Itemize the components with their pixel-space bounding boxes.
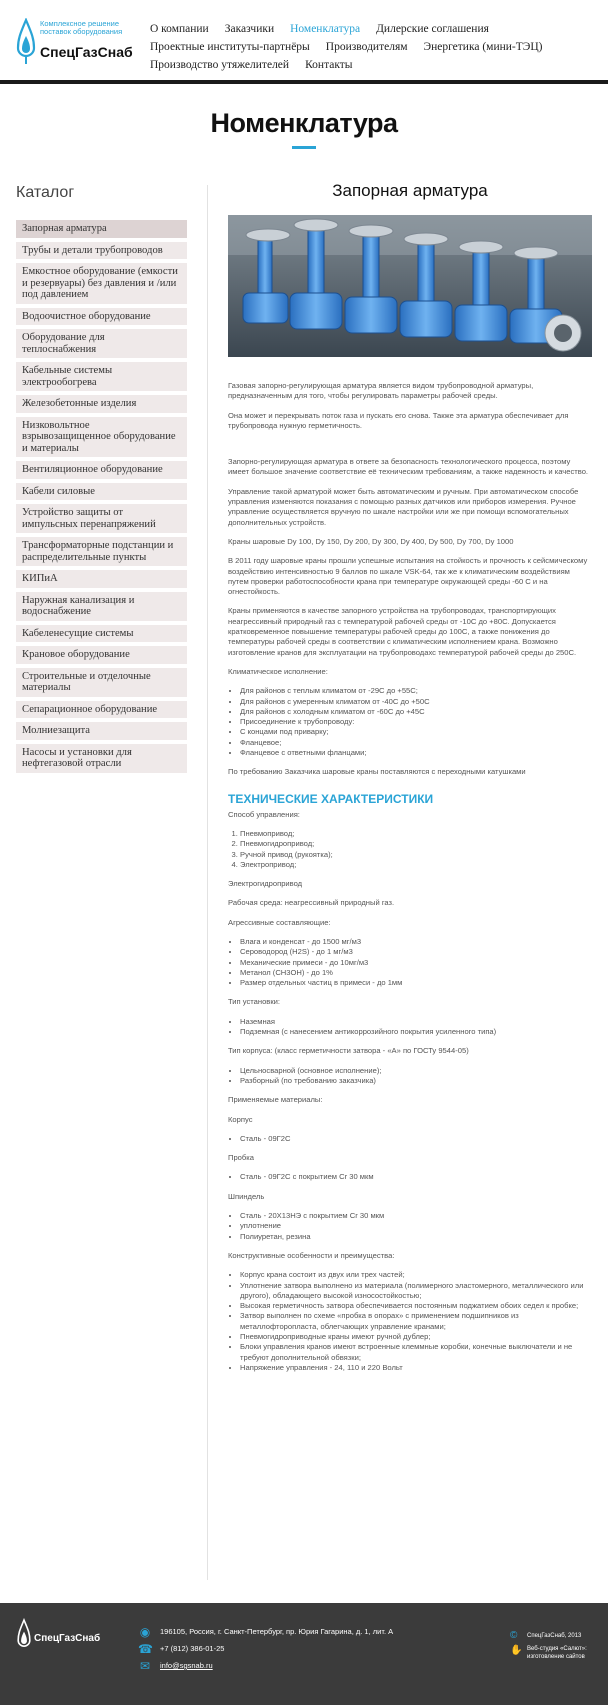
sidebar-item[interactable]: Кабели силовые xyxy=(16,483,187,501)
sidebar-item[interactable]: Оборудование для теплоснабжения xyxy=(16,329,187,358)
section-title: Запорная арматура xyxy=(332,181,488,200)
control-label: Способ управления: xyxy=(228,809,300,819)
para-9: Электрогидропривод xyxy=(228,879,303,889)
sidebar-item[interactable]: Трансформаторные подстанции и распределительные пункты xyxy=(16,537,187,566)
sidebar-item[interactable]: Молниезащита xyxy=(16,722,187,740)
sidebar-item[interactable]: Водоочистное оборудование xyxy=(16,308,187,326)
footer-address: 196105, Россия, г. Санкт-Петербург, пр. Юрия Гагарина, д. 1, лит. А xyxy=(160,1627,394,1636)
footer-logo-name[interactable]: СпецГазСнаб xyxy=(34,1633,101,1644)
nav-item[interactable]: О компании xyxy=(150,23,209,35)
shpindel-label: Шпиндель xyxy=(228,1191,265,1201)
install-list xyxy=(228,1017,592,1038)
nav-item[interactable]: Производителям xyxy=(325,41,408,53)
sidebar-item[interactable]: Кабеленесущие системы xyxy=(16,625,187,643)
sidebar-item[interactable]: Запорная арматура xyxy=(16,220,187,238)
list-item: • Пневмогидроприводные краны имеют ручной дублер; xyxy=(240,1332,592,1342)
sidebar-item[interactable]: Низковольтное взрывозащищенное оборудование и материалы xyxy=(16,417,187,458)
catalog-sidebar xyxy=(16,220,187,777)
list-item: • Сероводород (H2S) - до 1 мг/м3 xyxy=(240,947,592,957)
nav-item[interactable]: Производство утяжелителей xyxy=(150,59,290,71)
list-item: • Для районов с умеренным климатом от -40С до +50С xyxy=(240,697,592,707)
para-8: По требованию Заказчика шаровые краны поставляются с переходными катушками xyxy=(228,767,526,777)
list-item: • Фланцевое с ответными фланцами; xyxy=(240,748,592,758)
list-item: • Для районов с теплым климатом от -29С до +55С; xyxy=(240,686,592,696)
para-3: Запорно-регулирующая арматура в ответе за безопасность технологического процесса, поэтому имеет большое значение соответствие её техническим требованиям, а также надежность и качество. xyxy=(228,457,589,477)
title-underline xyxy=(292,146,316,149)
list-item: • Метанол (CH3OH) - до 1% xyxy=(240,968,592,978)
aggressive-label: Агрессивные составляющие: xyxy=(228,917,331,927)
sidebar-item[interactable]: Строительные и отделочные материалы xyxy=(16,668,187,697)
phone-icon: ☎ xyxy=(138,1642,153,1656)
logo-name: СпецГазСнаб xyxy=(40,44,133,60)
footer-phone[interactable]: +7 (812) 386-01-25 xyxy=(160,1644,225,1653)
list-item: • Уплотнение затвора выполнено из материала (полимерного эластомерного, металлического или другого), обладающего высокой износостойкостью; xyxy=(240,1281,592,1302)
main-nav xyxy=(150,20,590,74)
list-item: • Влага и конденсат - до 1500 мг/м3 xyxy=(240,937,592,947)
sidebar-item[interactable]: Железобетонные изделия xyxy=(16,395,187,413)
install-label: Тип установки: xyxy=(228,997,281,1007)
list-item: • Присоединение к трубопроводу: xyxy=(240,717,592,727)
footer-email[interactable]: info@sgsnab.ru xyxy=(160,1661,213,1670)
korpus-label: Корпус xyxy=(228,1114,253,1124)
list-item: 3. Ручной привод (рукоятка); xyxy=(240,850,592,860)
materials-label: Применяемые материалы: xyxy=(228,1095,323,1105)
list-item: • Фланцевое; xyxy=(240,738,592,748)
list-item: • Высокая герметичность затвора обеспечивается постоянным поджатием обоих седел к пробке; xyxy=(240,1301,592,1311)
nav-item[interactable]: Энергетика (мини-ТЭЦ) xyxy=(423,41,543,53)
aggressive-list xyxy=(228,937,592,988)
list-item: • Сталь - 20Х13НЭ с покрытием Cr 30 мкм xyxy=(240,1211,592,1221)
sidebar-item[interactable]: Вентиляционное оборудование xyxy=(16,461,187,479)
nav-item[interactable]: Дилерские соглашения xyxy=(376,23,489,35)
climate-list xyxy=(228,686,592,758)
studio-logo-icon: ✋ xyxy=(510,1645,523,1656)
footer-copyright: СпецГазСнаб, 2013 xyxy=(527,1633,582,1639)
footer-logo-drop-icon xyxy=(16,1618,32,1654)
nav-item[interactable]: Проектные институты-партнёры xyxy=(150,41,310,53)
site-logo[interactable] xyxy=(15,18,135,68)
tech-heading: ТЕХНИЧЕСКИЕ ХАРАКТЕРИСТИКИ xyxy=(228,791,434,806)
body-label: Тип корпуса: (класс герметичности затвора - «А» по ГОСТу 9544-05) xyxy=(228,1046,469,1056)
site-footer xyxy=(0,1603,608,1705)
para-7: Краны применяются в качестве запорного устройства на трубопроводах, транспортирующих неагрессивный природный газ с температурой рабочей среды от -10С до +80С. Допускается кратковременное повышение температуры рабочей среды до 100С, а также понижения до температуры рабочей среды в соответствии с климатическим исполнением крана. Возможно изготовление кранов для эксплуатации на трубопроводахс температурой рабочей среды до 250С. xyxy=(228,606,577,657)
probka-list xyxy=(228,1172,592,1182)
column-divider xyxy=(207,185,208,1580)
nav-item[interactable]: Заказчики xyxy=(224,23,275,35)
sidebar-item[interactable]: Сепарационное оборудование xyxy=(16,701,187,719)
list-item: 4. Электропривод; xyxy=(240,860,592,870)
control-list xyxy=(228,829,592,870)
list-item: • Блоки управления кранов имеют встроенные клеммные коробки, конечные выключатели и не требуют дополнительной обвязки; xyxy=(240,1342,592,1363)
list-item: • Разборный (по требованию заказчика) xyxy=(240,1076,592,1086)
list-item: • Сталь - 09Г2С с покрытием Cr 30 мкм xyxy=(240,1172,592,1182)
para-5: Краны шаровые Dy 100, Dy 150, Dy 200, Dy 300, Dy 400, Dy 500, Dy 700, Dy 1000 xyxy=(228,536,514,546)
list-item: 2. Пневмогидропривод; xyxy=(240,839,592,849)
climate-label: Климатическое исполнение: xyxy=(228,666,328,676)
list-item: • Размер отдельных частиц в примеси - до 1мм xyxy=(240,978,592,988)
nav-item[interactable]: Номенклатура xyxy=(290,23,361,35)
logo-drop-icon xyxy=(15,18,37,66)
site-header xyxy=(0,0,608,84)
list-item: • Цельносварной (основное исполнение); xyxy=(240,1066,592,1076)
list-item: • Корпус крана состоит из двух или трех частей; xyxy=(240,1270,592,1280)
list-item: • Полиуретан, резина xyxy=(240,1232,592,1242)
list-item: 1. Пневмопривод; xyxy=(240,829,592,839)
list-item: • Для районов с холодным климатом от -60С до +45С xyxy=(240,707,592,717)
korpus-list xyxy=(228,1134,592,1144)
list-item: • С концами под приварку; xyxy=(240,727,592,737)
logo-tagline: Комплексное решение поставок оборудования xyxy=(40,19,123,36)
sidebar-item[interactable]: Устройство защиты от импульсных перенапряжений xyxy=(16,504,187,533)
list-item: • Затвор выполнен по схеме «пробка в опорах» с применением подшипников из металлофторопласта, облегчающих управление кранами; xyxy=(240,1311,592,1332)
sidebar-item[interactable]: Кабельные системы электрообогрева xyxy=(16,362,187,391)
sidebar-item[interactable]: Трубы и детали трубопроводов xyxy=(16,242,187,260)
para-4: Управление такой арматурой может быть автоматическим и ручным. При автоматическом способе управления изменяются показания с помощью разных датчиков или приборов измерения. Ручное управление осуществляется вручную по шкале настройки или же при помощи вспомогательных дополнительных устройств. xyxy=(228,486,579,527)
main-content xyxy=(228,180,592,1382)
email-icon: ✉ xyxy=(139,1659,151,1673)
studio-line-2[interactable]: изготовление сайтов xyxy=(527,1654,585,1660)
body-list xyxy=(228,1066,592,1087)
sidebar-item[interactable]: Насосы и установки для нефтегазовой отрасли xyxy=(16,744,187,773)
para-6: В 2011 году шаровые краны прошли успешные испытания на стойкость и прочность к сейсмическому воздействию интенсивностью 9 баллов по шкале VSK-64, так же к климатическим воздействиям путем проверки работоспособности крана при температуре окружающей среды -60 С и на огнестойкость. xyxy=(228,556,588,597)
list-item: • Напряжение управления - 24, 110 и 220 Вольт xyxy=(240,1363,592,1373)
probka-label: Пробка xyxy=(228,1153,254,1163)
list-item: • Сталь - 09Г2С xyxy=(240,1134,592,1144)
copyright-icon: © xyxy=(510,1630,518,1641)
page-title: Номенклатура xyxy=(210,108,398,138)
list-item: • Наземная xyxy=(240,1017,592,1027)
sidebar-item[interactable]: Крановое оборудование xyxy=(16,646,187,664)
features-list xyxy=(228,1270,592,1373)
list-item: • уплотнение xyxy=(240,1221,592,1231)
list-item: • Механические примеси - до 10мг/м3 xyxy=(240,958,592,968)
catalog-heading: Каталог xyxy=(16,184,75,201)
location-pin-icon: ◉ xyxy=(139,1625,151,1639)
sidebar-item[interactable]: КИПиА xyxy=(16,570,187,588)
sidebar-item[interactable]: Емкостное оборудование (емкости и резервуары) без давления и /или под давлением xyxy=(16,263,187,304)
sidebar-item[interactable]: Наружная канализация и водоснабжение xyxy=(16,592,187,621)
para-2: Она может и перекрывать поток газа и пускать его снова. Также эта арматура обеспечивает для трубопровода нужную герметичность. xyxy=(228,410,569,430)
valves-photo xyxy=(228,215,592,357)
studio-line-1[interactable]: Веб-студия «Салют»: xyxy=(527,1646,587,1652)
para-1: Газовая запорно-регулирующая арматура является видом трубопроводной арматуры, предназначенным для того, чтобы регулировать параметры рабочей среды. xyxy=(228,381,534,401)
nav-item[interactable]: Контакты xyxy=(305,59,353,71)
list-item: • Подземная (с нанесением антикоррозийного покрытия усиленного типа) xyxy=(240,1027,592,1037)
shpindel-list xyxy=(228,1211,592,1242)
para-10: Рабочая среда: неагрессивный природный газ. xyxy=(228,898,395,908)
features-label: Конструктивные особенности и преимущества: xyxy=(228,1250,395,1260)
